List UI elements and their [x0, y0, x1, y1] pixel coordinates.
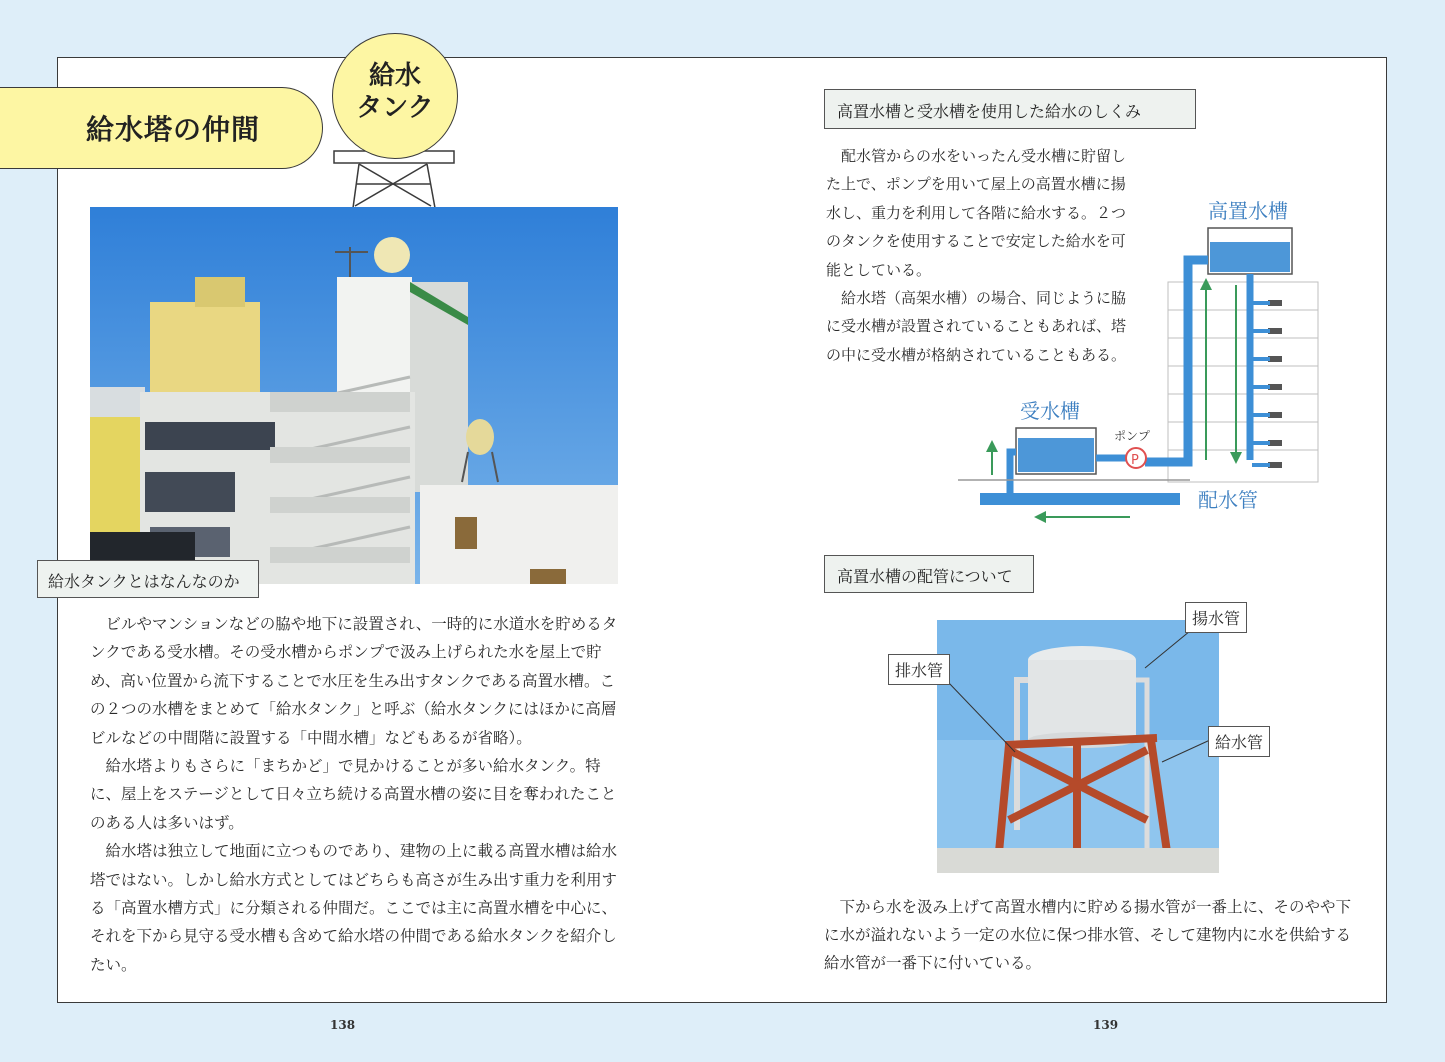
page-number-left: 138 [330, 1018, 356, 1032]
left-body-text [90, 610, 622, 979]
bottom-right-body-text [824, 893, 1358, 977]
page-title: 給水塔の仲間 [86, 113, 261, 146]
paragraph: 給水塔は独立して地面に立つものであり、建物の上に載る高置水槽は給水塔ではない。しかし給水方式としてはどちらも高さが生み出す重力を利用する「高置水槽方式」に分類される仲間だ。ここでは主に高置水槽を中心に、それを下から見守る受水槽も含めて給水塔の仲間である給水タンクを紹介したい。 [90, 842, 618, 974]
paragraph: 下から水を汲み上げて高置水槽内に貯める揚水管が一番上に、そのやや下に水が溢れないよう一定の水位に保つ排水管、そして建物内に水を供給する給水管が一番下に付いている。 [824, 898, 1352, 972]
tank-badge-line2: タンク [356, 93, 434, 123]
elevated-tank-photo [937, 620, 1219, 873]
receiving-tank-water [1018, 438, 1094, 472]
section-label-what-is: 給水タンクとはなんなのか [37, 560, 259, 598]
paragraph: 給水塔（高架水槽）の場合、同じように脇に受水槽が設置されていることもあれば、塔の中に受水槽が格納されていることもある。 [826, 289, 1127, 364]
section-label-system: 高置水槽と受水槽を使用した給水のしくみ [824, 89, 1196, 129]
callout-drain-pipe: 排水管 [888, 654, 950, 685]
elevated-tank-water [1210, 242, 1290, 272]
callout-supply-pipe: 給水管 [1208, 726, 1270, 757]
pump-label: ポンプ [1114, 429, 1151, 443]
section-label-piping: 高置水槽の配管について [824, 555, 1034, 593]
tank-badge-label [332, 60, 458, 124]
tank-stand-illustration [333, 150, 457, 210]
rooftop-buildings-photo [90, 207, 618, 584]
faucets [1268, 300, 1282, 468]
tank-badge-line1: 給水 [368, 61, 421, 91]
pump-symbol: P [1131, 453, 1139, 468]
main-pipe [980, 493, 1180, 505]
callout-lift-pipe: 揚水管 [1185, 602, 1247, 633]
main-pipe-label: 配水管 [1198, 488, 1258, 512]
paragraph: 給水塔よりもさらに「まちかど」で見かけることが多い給水タンク。特に、屋上をステージとして日々立ち続ける高置水槽の姿に目を奪われたことのある人は多いはず。 [90, 757, 617, 832]
water-supply-diagram [950, 190, 1360, 530]
paragraph: ビルやマンションなどの脇や地下に設置され、一時的に水道水を貯めるタンクである受水槽。その受水槽からポンプで汲み上げられた水を屋上で貯め、高い位置から流下することで水圧を生み出すタンクである高置水槽。この２つの水槽をまとめて「給水タンク」と呼ぶ（給水タンクにはほかに高層ビルなどの中間階に設置する「中間水槽」などもあるが省略）。 [90, 615, 618, 747]
page-number-right: 139 [1093, 1018, 1119, 1032]
receiving-tank-label: 受水槽 [1020, 399, 1080, 423]
paragraph: 配水管からの水をいったん受水槽に貯留した上で、ポンプを用いて屋上の高置水槽に揚水し、重力を利用して各階に給水する。２つのタンクを使用することで安定した給水を可能としている。 [826, 147, 1127, 279]
elevated-tank-label: 高置水槽 [1208, 199, 1288, 223]
